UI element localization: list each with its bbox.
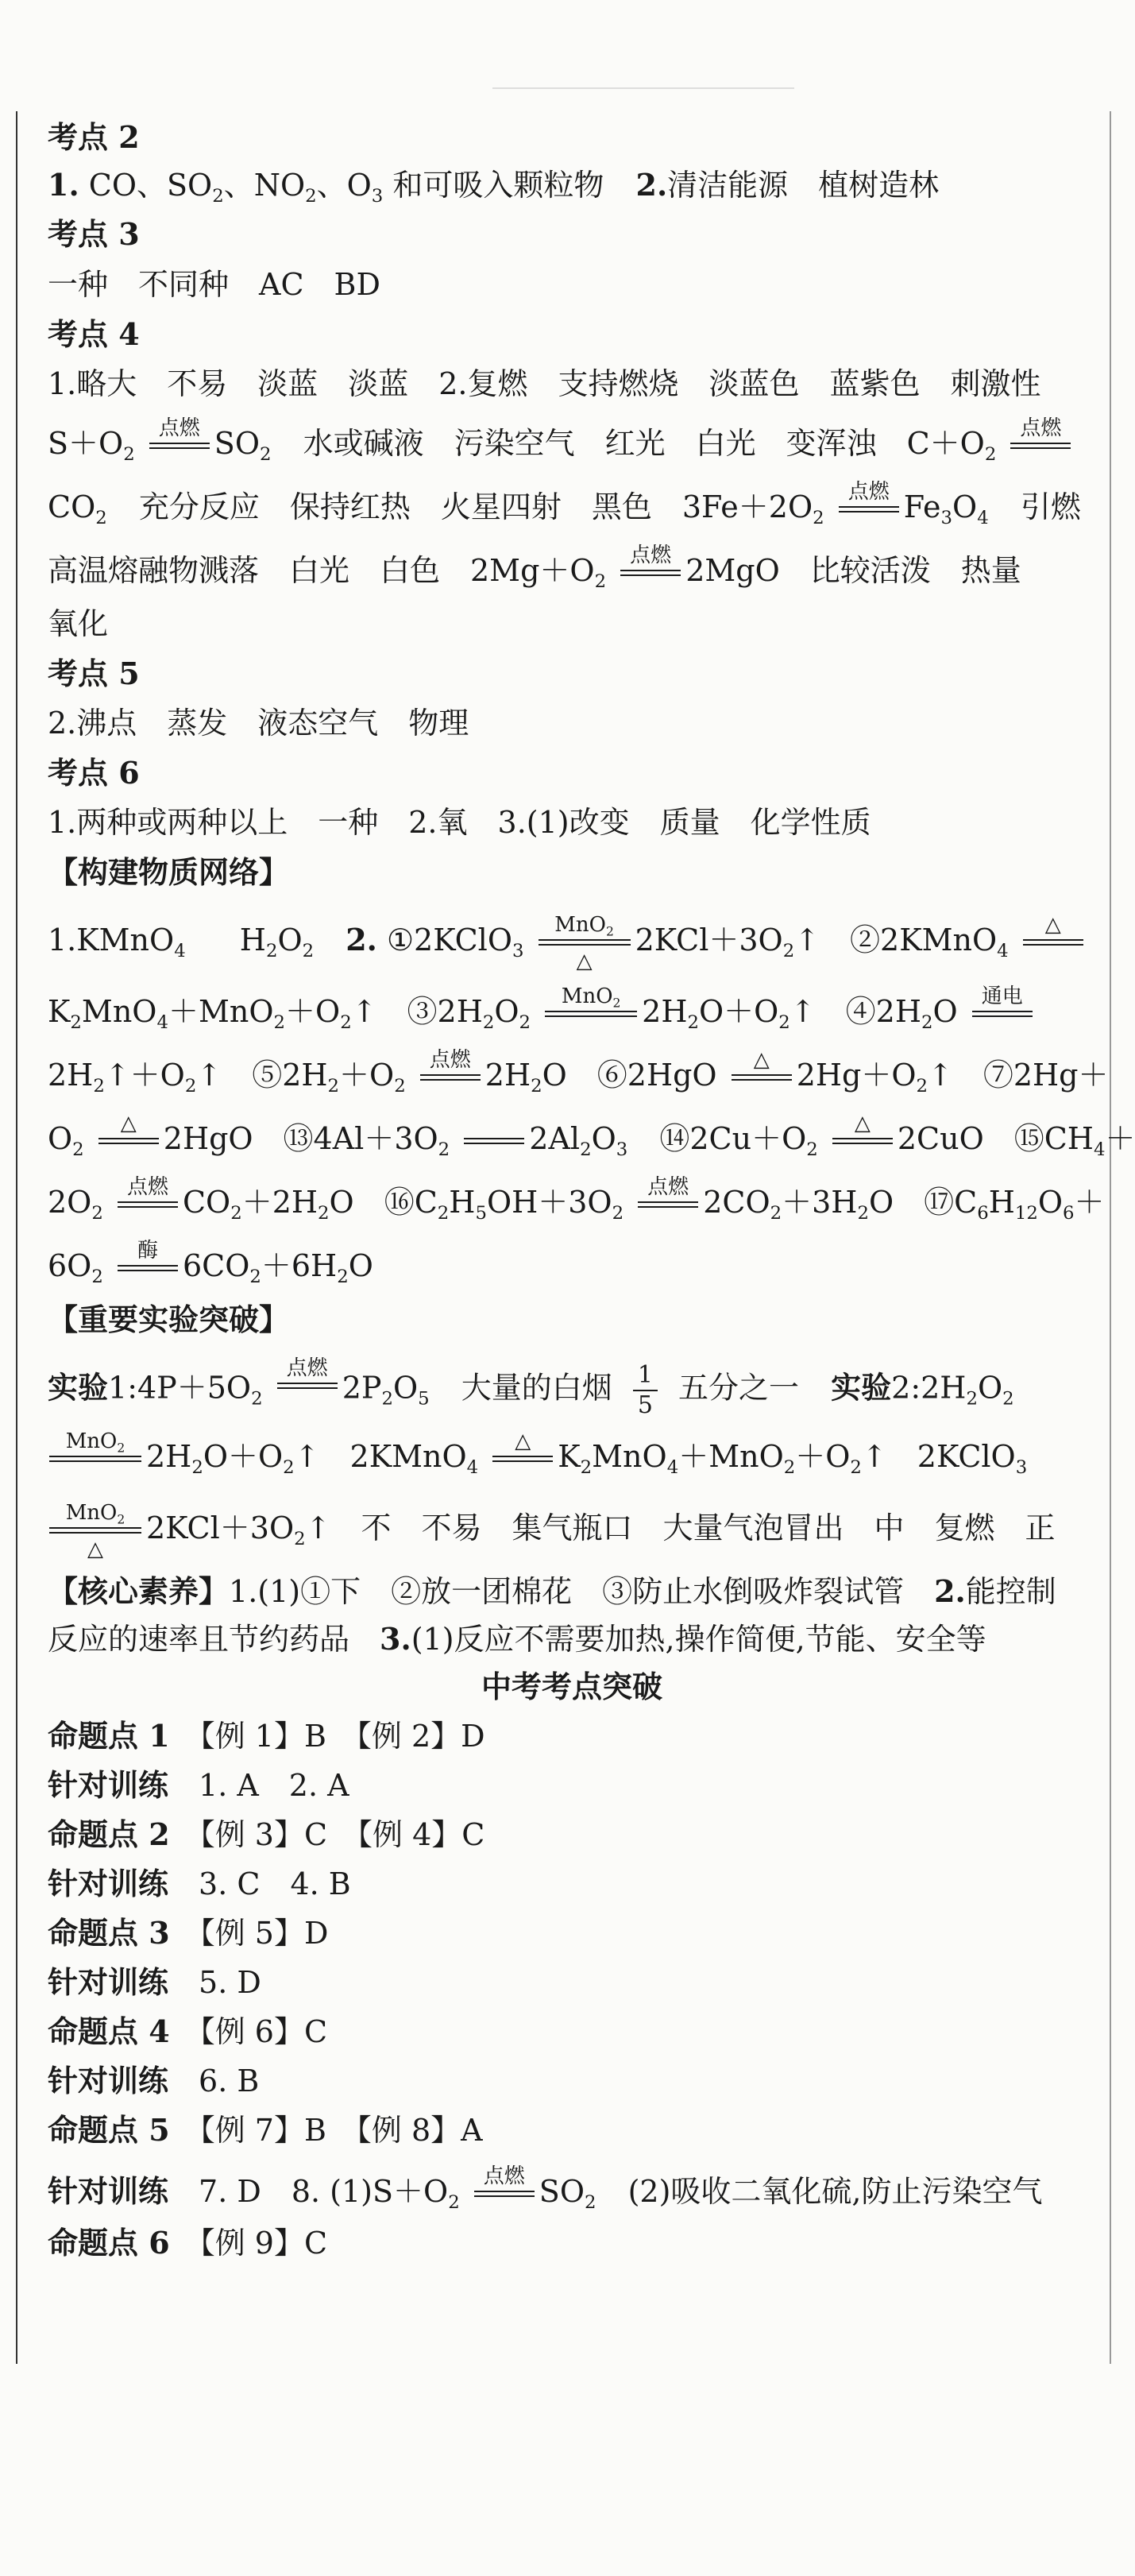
reaction-condition-arrow: 点燃 bbox=[837, 485, 901, 529]
network-line6: $6O_2$ 酶 $6CO_2+6H_2O$ bbox=[48, 1239, 373, 1287]
reaction-condition-arrow: △ bbox=[491, 1434, 554, 1479]
experiment-line1: 实验$1:4P+5O_2$ 点燃 $2P_2O_5$ 大量的白烟 $\frac{1}{5}$ 五分之一 实验$2:2H_2O_2$ bbox=[48, 1356, 1014, 1419]
kd4-answer-line1: 1.略大 不易 淡蓝 淡蓝 2.复燃 支持燃烧 淡蓝色 蓝紫色 刺激性 bbox=[48, 366, 1041, 401]
exam-row: 针对训练 1. A 2. A bbox=[48, 1767, 349, 1803]
scan-smudge bbox=[492, 87, 794, 89]
experiment-line3: MnO$_2$ △ $2KCl+3O_2↑$ 不 不易 集气瓶口 大量气泡冒出 中 复燃 正 bbox=[48, 1506, 1055, 1550]
reaction-condition-arrow: 点燃 bbox=[636, 1180, 700, 1224]
exam-row: 命题点 1 【例 1】B 【例 2】D bbox=[48, 1718, 485, 1754]
exam-row: 命题点 4 【例 6】C bbox=[48, 2013, 328, 2049]
exam-row: 针对训练 3. C 4. B bbox=[48, 1866, 351, 1901]
core-literacy-line1: 【核心素养】1.(1)①下 ②放一团棉花 ③防止水倒吸炸裂试管 2.能控制 bbox=[48, 1573, 1056, 1609]
reaction-condition-arrow: 点燃 bbox=[1009, 421, 1072, 466]
kd5-answer: 2.沸点 蒸发 液态空气 物理 bbox=[48, 706, 469, 741]
network-line1: 1.KMnO$_4$ $H_2O_2$ 2. ①2KClO$_3$ MnO$_2$ △ $2KCl+3O_2↑$ ②2KMnO$_4$ △ bbox=[48, 918, 1088, 962]
section-heading: 【构建物质网络】 bbox=[48, 854, 290, 890]
exam-row: 针对训练 6. B bbox=[48, 2063, 260, 2098]
reaction-condition-arrow: MnO$_2$ △ bbox=[48, 1506, 143, 1550]
exam-row: 命题点 3 【例 5】D bbox=[48, 1915, 329, 1951]
reaction-condition-arrow: 点燃 bbox=[419, 1053, 482, 1097]
kd2-answer: 1. CO、$SO_2$、$NO_2$、$O_3$ 和可吸入颗粒物 2.清洁能源 植树造林 bbox=[48, 167, 940, 207]
section-heading: 考点 4 bbox=[48, 316, 140, 352]
reaction-condition-arrow: 通电 bbox=[971, 989, 1034, 1034]
exam-row-practice-7: 针对训练 7. D 8. $(1)S+O_2$ 点燃 $SO_2$ (2)吸收二氧化硫,防止污染空气 bbox=[48, 2164, 1043, 2213]
network-line5: $2O_2$ 点燃 $CO_2+2H_2O$ $⑯C_2H_5OH+3O_2$ 点燃 $2CO_2+3H_2O$ $⑰C_6H_{12}O_6+$ bbox=[48, 1175, 1105, 1224]
reaction-condition-arrow: 点燃 bbox=[276, 1361, 339, 1406]
reaction-condition-arrow: 点燃 bbox=[148, 421, 211, 466]
section-heading: 考点 2 bbox=[48, 119, 140, 155]
section-heading: 考点 3 bbox=[48, 216, 140, 252]
experiment-line2: MnO$_2$ $2H_2O+O_2↑$ 2KMnO$_4$ △ $K_2MnO_4+MnO_2+O_2↑$ 2KClO$_3$ bbox=[48, 1434, 1027, 1479]
reaction-condition-arrow: 酶 bbox=[116, 1244, 180, 1288]
reaction-equals bbox=[462, 1116, 526, 1161]
exam-row: 针对训练 5. D bbox=[48, 1964, 261, 2000]
reaction-condition-arrow: 点燃 bbox=[619, 548, 682, 593]
network-line3: $2H_2↑+O_2↑$ $⑤2H_2+O_2$ 点燃 $2H_2O$ ⑥2HgO △ $2Hg+O_2↑$ ⑦2Hg＋ bbox=[48, 1048, 1109, 1097]
network-line4: $O_2$ △ 2HgO $⑬4Al+3O_2$ $2Al_2O_3$ $⑭2Cu+O_2$ △ 2CuO $⑮CH_4+$ bbox=[48, 1112, 1135, 1160]
fraction-one-fifth: $\frac{1}{5}$ bbox=[633, 1361, 658, 1420]
kd4-answer-line2: $S+O_2$ 点燃 $SO_2$ 水或碱液 污染空气 红光 白光 变浑浊 $C+O_2$ 点燃 bbox=[48, 421, 1075, 466]
exam-section-title: 中考考点突破 bbox=[481, 1669, 662, 1704]
kd3-answer: 一种 不同种 AC BD bbox=[48, 267, 380, 302]
reaction-condition-arrow: △ bbox=[1021, 918, 1085, 962]
kd6-answer: 1.两种或两种以上 一种 2.氧 3.(1)改变 质量 化学性质 bbox=[48, 805, 871, 840]
reaction-condition-arrow: 点燃 bbox=[116, 1180, 180, 1224]
kd4-answer-line4: 高温熔融物溅落 白光 白色 $2Mg+O_2$ 点燃 2MgO 比较活泼 热量 bbox=[48, 543, 1021, 592]
exam-row: 命题点 2 【例 3】C 【例 4】C bbox=[48, 1816, 485, 1852]
right-margin-rule bbox=[1110, 111, 1111, 2364]
reaction-condition-arrow: MnO$_2$ bbox=[48, 1434, 143, 1479]
section-heading: 考点 6 bbox=[48, 755, 140, 791]
reaction-condition-arrow: MnO$_2$ bbox=[543, 989, 639, 1034]
kd4-answer-line5: 氧化 bbox=[48, 606, 109, 641]
core-literacy-line2: 反应的速率且节约药品 3.(1)反应不需要加热,操作简便,节能、安全等 bbox=[48, 1621, 986, 1657]
reaction-condition-arrow: MnO$_2$ △ bbox=[537, 918, 632, 962]
exam-row: 命题点 6 【例 9】C bbox=[48, 2225, 328, 2261]
kd4-answer-line3: $CO_2$ 充分反应 保持红热 火星四射 黑色 $3Fe+2O_2$ 点燃 $Fe_3O_4$ 引燃 bbox=[48, 480, 1081, 528]
exam-row: 命题点 5 【例 7】B 【例 8】A bbox=[48, 2112, 483, 2148]
section-heading: 【重要实验突破】 bbox=[48, 1302, 290, 1337]
section-heading: 考点 5 bbox=[48, 656, 140, 691]
reaction-condition-arrow: △ bbox=[97, 1116, 160, 1161]
network-line2: $K_2MnO_4+MnO_2+O_2↑$ $③2H_2O_2$ MnO$_2$ $2H_2O+O_2↑$ $④2H_2O$ 通电 bbox=[48, 989, 1037, 1034]
left-margin-rule bbox=[16, 111, 17, 2364]
reaction-condition-arrow: 点燃 bbox=[473, 2169, 536, 2214]
reaction-condition-arrow: △ bbox=[730, 1053, 793, 1097]
reaction-condition-arrow: △ bbox=[831, 1116, 894, 1161]
